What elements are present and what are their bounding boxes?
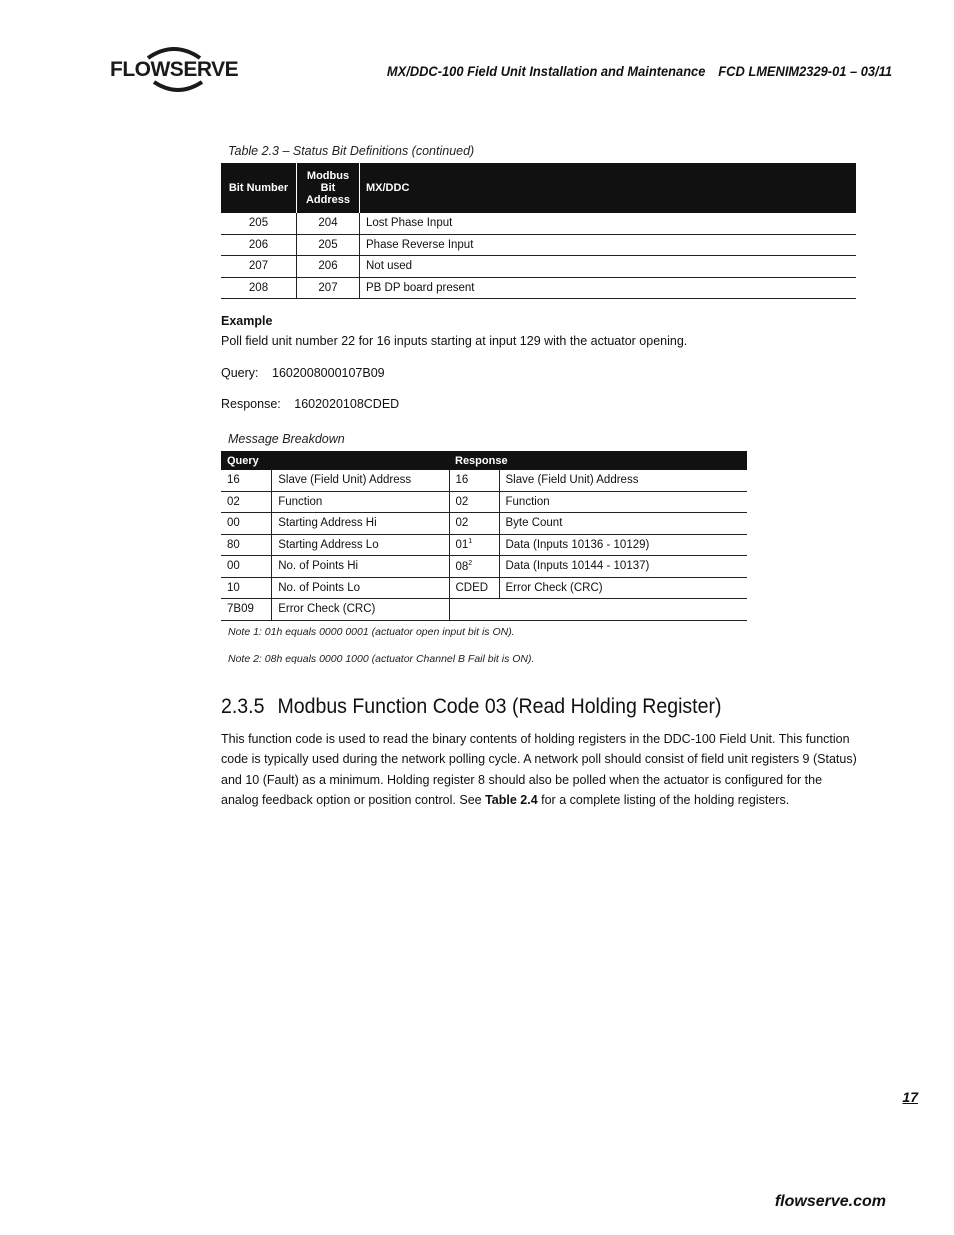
table-cell: 7B09 xyxy=(221,599,272,621)
table-cell: 00 xyxy=(221,556,272,578)
cell-value: 01 xyxy=(455,539,469,552)
table-cell xyxy=(449,534,499,556)
table-cell: Error Check (CRC) xyxy=(272,599,449,621)
document-header xyxy=(387,63,892,79)
section-number: 2.3.5 xyxy=(221,695,265,718)
table-cell: No. of Points Lo xyxy=(272,577,449,599)
table-cell xyxy=(449,491,499,513)
table-cell: 16 xyxy=(221,470,272,491)
table-cell: 207 xyxy=(221,256,297,278)
table-cell: Not used xyxy=(360,256,857,278)
table-cell: 205 xyxy=(297,234,360,256)
page-number: 17 xyxy=(902,1089,918,1105)
cell-value: 08 xyxy=(455,560,469,573)
section-heading xyxy=(221,695,721,719)
column-header: Modbus Bit Address xyxy=(297,163,360,213)
table-cell: 80 xyxy=(221,534,272,556)
footnote-marker: 2 xyxy=(468,559,473,567)
cell-value: CDED xyxy=(455,581,489,594)
response-value: 1602020108CDED xyxy=(294,397,400,411)
paragraph-text: This function code is used to read the binary contents of holding registers in the DDC-100 Field Unit. This function code is typically used during the network polling cycle. A network poll should consist of field unit registers 9 (Status) and 10 (Fault) as a minimum. Holding register 8 should also be polled when the actuator is configured for the analog feedback option or position control. See xyxy=(221,732,857,807)
table-cell: Error Check (CRC) xyxy=(499,577,747,599)
table-row xyxy=(221,556,747,578)
table-cell: 205 xyxy=(221,213,297,234)
table-reference: Table 2.4 xyxy=(485,792,538,807)
flowserve-logo xyxy=(110,44,250,96)
table-cell: Data (Inputs 10144 - 10137) xyxy=(499,556,747,578)
cell-value: 16 xyxy=(455,474,469,487)
footer-url: flowserve.com xyxy=(774,1193,886,1210)
table-cell: Starting Address Hi xyxy=(272,513,449,535)
table-row xyxy=(221,234,856,256)
footnote-marker: 1 xyxy=(468,538,473,546)
column-header: Response xyxy=(449,451,747,470)
table-cell: Data (Inputs 10136 - 10129) xyxy=(499,534,747,556)
table-row xyxy=(221,491,747,513)
table-cell: PB DP board present xyxy=(360,277,857,299)
column-header: Query xyxy=(221,451,449,470)
table-caption: Table 2.3 – Status Bit Definitions (continued) xyxy=(228,144,475,158)
column-header: MX/DDC xyxy=(360,163,857,213)
table-cell xyxy=(449,577,499,599)
table-cell: Byte Count xyxy=(499,513,747,535)
table-cell: 206 xyxy=(297,256,360,278)
document-title: MX/DDC-100 Field Unit Installation and Maintenance xyxy=(386,63,706,79)
table-cell: 00 xyxy=(221,513,272,535)
table-cell: Phase Reverse Input xyxy=(360,234,857,256)
table-row xyxy=(221,213,856,234)
message-breakdown-table xyxy=(221,451,747,621)
table-cell: Lost Phase Input xyxy=(360,213,857,234)
paragraph-text: for a complete listing of the holding registers. xyxy=(537,792,790,807)
table-cell: 208 xyxy=(221,277,297,299)
logo-arc-icon xyxy=(150,80,206,96)
table-cell: Slave (Field Unit) Address xyxy=(499,470,747,491)
cell-value: 02 xyxy=(455,517,469,530)
section-paragraph xyxy=(221,729,861,810)
table-row xyxy=(221,534,747,556)
table-row xyxy=(221,470,747,491)
logo-text: FLOWSERVE xyxy=(110,58,239,81)
table-caption: Message Breakdown xyxy=(228,432,345,446)
response-line xyxy=(221,397,399,411)
document-code: FCD LMENIM2329-01 – 03/11 xyxy=(718,63,892,79)
status-bit-table xyxy=(221,163,856,299)
table-row xyxy=(221,256,856,278)
table-cell: 10 xyxy=(221,577,272,599)
table-cell: 02 xyxy=(221,491,272,513)
query-label: Query: xyxy=(221,366,259,380)
table-cell: Starting Address Lo xyxy=(272,534,449,556)
table-row xyxy=(221,277,856,299)
table-row xyxy=(221,599,747,621)
table-cell: 207 xyxy=(297,277,360,299)
query-line xyxy=(221,366,385,380)
example-heading: Example xyxy=(221,314,273,328)
table-cell xyxy=(449,513,499,535)
response-label: Response: xyxy=(221,397,281,411)
table-cell: No. of Points Hi xyxy=(272,556,449,578)
query-value: 1602008000107B09 xyxy=(272,366,385,380)
table-cell: Slave (Field Unit) Address xyxy=(272,470,449,491)
table-cell: Function xyxy=(499,491,747,513)
table-cell xyxy=(449,556,499,578)
table-note: Note 2: 08h equals 0000 1000 (actuator Channel B Fail bit is ON). xyxy=(228,653,535,665)
table-note: Note 1: 01h equals 0000 0001 (actuator open input bit is ON). xyxy=(228,626,515,638)
table-cell: 206 xyxy=(221,234,297,256)
cell-value: 02 xyxy=(455,495,469,508)
column-header: Bit Number xyxy=(221,163,297,213)
table-cell: 204 xyxy=(297,213,360,234)
table-cell xyxy=(449,470,499,491)
example-description: Poll field unit number 22 for 16 inputs starting at input 129 with the actuator opening. xyxy=(221,334,688,348)
table-row xyxy=(221,513,747,535)
table-cell: Function xyxy=(272,491,449,513)
table-row xyxy=(221,577,747,599)
table-cell-empty xyxy=(449,599,747,621)
section-title: Modbus Function Code 03 (Read Holding Register) xyxy=(277,695,722,718)
